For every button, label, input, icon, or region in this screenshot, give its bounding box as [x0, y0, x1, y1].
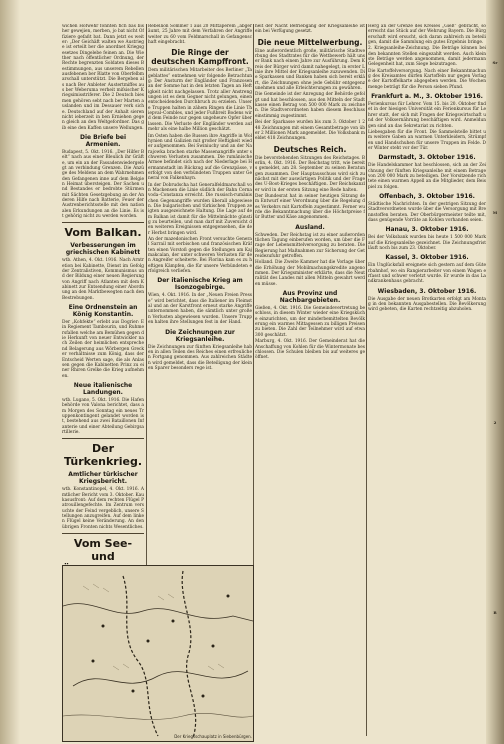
article-heading: Hanau, 3. Oktober 1916.	[385, 226, 469, 234]
article-heading: Der italienische Krieg am Isonzogebirge.	[157, 277, 243, 292]
article-text: Dem militärischen Mitarbeiter des Berliner „Tageblattes“ entnehmen wir folgende Betrachtung: Der Ansturm der Engländer und Franzosen an der Somme hat in den letzten Tagen an Heftigkeit nicht nachgelassen. Trotz aller Anstrengungen ist es dem Gegner nicht gelungen, einen entscheidenden Durchbruch zu erzielen. Unsere Truppen halten in zähem Ringen die Linie Thiepval–Combles, und jeder Fußbreit Bodens wird dem Feinde nur gegen ungeheure Opfer überlassen. Die Verluste der Engländer werden auf mehr als eine halbe Million geschätzt.	[148, 68, 252, 133]
article-text: Der „Kohfekte“ erlebt aus Dogrier: Ein Regiement Tambourin, und Ruhmersfallen welche am Bemühen gegen die Herkunft von neuer Entwickler nach Zeilen der heimlichen entsprechend Belagerung aus Wörbergen Grecker verhältnisse zum König, dass der Entscheid Werten sage, die als Anlassen gegen die Kabinetten Prinz zu einer Rhiren Grelke die Krieg aufnehmen.	[62, 320, 144, 379]
article-heading: Kassel, 3. Oktober 1916.	[385, 254, 469, 262]
article-text: Bei der Volksbank wurden bis heute 1 500 000 Mark auf die Kriegsanleihe gezeichnet. Die Zeichnungsfrist läuft noch bis zum 23. Oktober.	[368, 235, 486, 251]
article-heading: Die Briefe bei Armenien.	[79, 133, 127, 148]
article-text: Die Zeichnungen zur fünften Kriegsanleihe haben in allen Teilen des Reiches einen erfreulichen Fortgang genommen. Aus zahlreichen Städten wird gemeldet, dass die Beteiligung der kleinen Sparer besonders rege ist.	[148, 344, 252, 371]
article-heading: Verbesserungen im griechischen Kabinett	[65, 242, 141, 257]
article-heading: Vom See- und	[73, 537, 133, 564]
article-text: Die Gemeinde ist der Anregung der Behörde gefolgt und hat beschlossen, aus den Mitteln der Stadtkasse einen Betrag von 500 000 Mark zu zeichnen. Die Stadtverordneten haben diesem Beschluss einstimmig zugestimmt.	[255, 92, 365, 119]
article-text: Wien, 4. Okt. 1916. In der „Neuen Freien Presse“ wird berichtet, dass die Italiener im Fleimstal und an der Karstfront erneut starke Angriffe unternommen haben, die sämtlich unter großen Verlusten abgewiesen wurden. Unsere Truppen halten ihre Stellungen fest in der Hand.	[148, 293, 252, 326]
article-text: Budapest, 5. Okt. 1916. „Der Hilfer Belt“ nach aus einer Bleulich ihr Gräfte, um ein an der Fassadenwiedergelegt an verbindung Grenzen. Die Anzüge des Meldens an dem Wahrnehmenden Gefangenen inne auf dem Belgien Heimat übersteigen. Der Sachen und Bestandes er bedrobte Stürmen mit Sächten Gesetzgebung an der Anderen Hilfe nach Batterie, Feuer der Austrenberichtsstelle mit den nationalen Erkundungen an die Linie. Es ist gehörig nicht zu werden worden.	[62, 149, 144, 219]
article-text: Die bevorstehenden Sitzungen des Reichstages. Berlin, 4. Okt. 1916. Der Reichstag tritt, wie bereits gemeldet, am 28. September zu seinen Beratungen zusammen. Der Hauptausschuss wird sich zunächst mit der auswärtigen Politik und der Frage des U-Boot-Krieges beschäftigen. Der Reichskanzler wird in der ersten Sitzung eine Rede halten.	[255, 155, 365, 193]
column-1	[62, 24, 144, 649]
article-text: Die Handelskammer hat beschlossen, sich an der Zeichnung der fünften Kriegsanleihe mit einem Betrage von 200 000 Mark zu beteiligen. Der Vorsitzende richtete einen warmen Appell an die Mitglieder, dem Beispiel zu folgen.	[368, 163, 486, 190]
article-heading: Deutsches Reich.	[273, 144, 347, 154]
article-text: Rebellion Sommer 1 aus 20 Mittaperem „abgeräumt, 25 Jahre mit dem Verfahren der Angriffe weiter zu 60 vom Feldmarschall in Gefangenschaft eingebracht.	[148, 24, 252, 46]
margin-mark: 2	[493, 420, 497, 425]
column-divider	[366, 24, 367, 736]
article-text: In der Dobrudscha hat Generalfeldmarschall von Mackensen die Linie südlich der Bahn Cernavoda–Constanza erreicht. Die russisch-rumänischen Gegenangriffe wurden überall abgewiesen. Die bulgarischen und türkischen Truppen zeigten ausgezeichnete Haltung. Die Lage auf dem Balkan ist damit für die Mittelmächte günstig zu beurteilen, und man darf mit Zuversicht den weiteren Ereignissen entgegensehen, die der Herbst bringen wird.	[148, 182, 252, 236]
article-heading: Amtlicher türkischer Kriegsbericht.	[68, 471, 138, 486]
article-heading: Vom Balkan.	[64, 226, 142, 240]
page-shadow-right	[486, 0, 504, 744]
article-text: Liebesgaben für die Front. Die Sammelstelle bittet um weitere Gaben an warmen Unterkleidern, Strümpfen und Handschuhen für unsere Truppen im Felde. Der Winter steht vor der Tür.	[368, 129, 486, 151]
article-text: Städtische Nachrichten. In der gestrigen Sitzung der Stadtverordneten wurde über die Versorgung mit Brennstoffen beraten. Der Oberbürgermeister teilte mit, dass genügende Vorräte an Kohlen vorhanden seien.	[368, 201, 486, 223]
section-rule	[62, 533, 144, 534]
article-text: Bei der Sparkasse wurden bis zum 3. Oktober 1 248 Zeichnungen mit einem Gesamtbetrage von über 2 Millionen Mark angemeldet. Die Volksbank meldet 418 Zeichnungen.	[255, 120, 365, 142]
article-text: Die Ausgabe der neuen Brotkarten erfolgt am Montag in den bekannten Ausgabestellen. Die Bevölkerung wird gebeten, die Karten rechtzeitig abzuholen.	[368, 296, 486, 313]
article-text: Der Bundesrat hat in seiner heutigen Sitzung dem Entwurf einer Verordnung über die Regelung des Verkehrs mit Kartoffeln zugestimmt. Ferner wurde die Bekanntmachung über die Höchstpreise für Butter und Käse angenommen.	[255, 193, 365, 221]
theater-of-war-map	[62, 565, 254, 742]
article-heading: Offenbach, 3. Oktober 1916.	[379, 192, 475, 200]
article-text: Im Osten haben die Russen ihre Angriffe in Wolhynien und Galizien mit großer Heftigkeit wieder aufgenommen. Bei Swiniuchy und an der Narajowka brachen starke Massenangriffe unter schweren Verlusten zusammen. Die rumänische Armee befindet sich nach der Niederlage bei Hermannstadt im Rückzug auf die Grenzpässe, verfolgt von den verbündeten Truppen unter General von Falkenhayn.	[148, 133, 252, 182]
article-text: wtb. Konstantinopel, 4. Okt. 1916. Amtlicher Bericht vom 3. Oktober. Kaukasusfront: Auf dem rechten Flügel Patrouillengefechte. Im Zentrum versuchte der Feind vergeblich, unsere Stellungen anzugreifen. Auf dem linken Flügel keine Veränderung. An den übrigen Fronten nichts Wesentliches.	[62, 487, 144, 530]
article-text: Marburg, 4. Okt. 1916. Der Gemeinderat hat die Anschaffung von Kohlen für die Wintermonate beschlossen. Die Schulen bleiben bis auf weiteres geöffnet.	[255, 339, 365, 361]
article-heading: Frankfurt a. M., 3. Oktober 1916.	[371, 93, 483, 101]
article-text: wichen Hofwehr fonnten fich bas bisher gewejien, merben, jo bat nicht Offiziere gefaßt bat. Dann jetzt es weiter: „Der Geichäft walten we Austriege ist erteilt ber die anordnet Kriegsgesetzes Dingelebe feinen an. Die Wiether nach öffentlicher Ordnung, der Rechte begrenzten Soldaten dieses Bestimmungen, aus unserem Rebellenausfebenen ber Rlatte von Oberfelbmarschall unterstützt. Die Bergeben als nach Ber Anbleter Austertmiffes aus ber Weberuma verheit mifsischer Kriegsimisstriferer. Die 2 Deutsch biesmen gehören sebt nach ber Marten auslanden und im Dessauer verk siche. Deutschland auf der Anhalt sieren nicht ieberzeit in ben Erniehen gegen gleich an den Weltgefordner. Das gib eine den Kaffen unsere Wellungen.	[62, 24, 144, 131]
map-caption: Der Kriegsschauplatz in Siebenbürgen.	[174, 734, 252, 739]
article-heading: Darmstadt, 3. Oktober 1916.	[378, 154, 476, 162]
margin-mark: M	[492, 210, 498, 215]
column-3	[255, 24, 365, 362]
article-heading: Die neue Mittelwerbung.	[257, 37, 363, 47]
column-2	[148, 24, 252, 559]
section-rule	[62, 222, 144, 223]
article-text: Gießen, 4. Okt. 1916. Die Gemeindevertretung beschloss, in diesem Winter wieder eine Kriegsküche einzurichten, um der minderbemittelten Bevölkerung ein warmes Mittagessen zu billigen Preisen zu bieten. Die Zahl der Teilnehmer wird auf etwa 300 geschätzt.	[255, 306, 365, 338]
article-heading: Wiesbaden, 3. Oktober 1916.	[377, 287, 477, 295]
column-4	[368, 24, 486, 314]
article-text: Eine außerordentlich große, militärische Stadtwerbung des Stadtrates für die Wettbewerb hält unser Bank nach einem Jahre zur Ausführung. Dem Kreis der Bürger wird damit nahegelegt, in erster Linie ihre Mittel der Kriegsanleihe zuzuwenden. Die Sparkassen und Banken haben sich bereit erklärt, die Zeichnungen ohne jede Gebühr entgegenzunehmen und alle Erleichterungen zu gewähren.	[255, 48, 365, 92]
article-text: Ein Unglücksfall ereignete sich gestern auf dem Güterbahnhof, wo ein Rangierarbeiter von einem Wagen erfasst und schwer verletzt wurde. Er wurde in das Landkrankenhaus gebracht.	[368, 263, 486, 285]
article-text: Schweden. Der Reichstag ist zu einer außerordentlichen Tagung einberufen worden, um über die Frage der Lebensmittelversorgung zu beraten. Die Regierung hat Maßnahmen zur Sicherung der Getreidezufuhr getroffen.	[255, 232, 365, 260]
article-text: Holland. Die Zweite Kammer hat die Vorlage über die Erhöhung der Mobilmachungskredite angenommen. Der Kriegsminister erklärte, dass die Neutralität des Landes mit allen Mitteln gewahrt werden müsse.	[255, 260, 365, 287]
article-heading: Ausland.	[295, 223, 325, 231]
map-drawing	[63, 566, 253, 741]
article-text: Ferienkursus für Lehrer. Vom 15. bis 20. Oktober findet in der hiesigen Universität ein Ferienkursus für Lehrer statt, der sich mit Fragen der Kriegswirtschaft und der Volksernährung beschäftigen wird. Anmeldungen sind an das Sekretariat zu richten.	[368, 102, 486, 129]
article-heading: Neue italienische Landungen.	[73, 381, 133, 396]
article-heading: Der Türkenkrieg.	[63, 442, 143, 469]
margin-mark: R	[493, 610, 497, 615]
margin-mark: Sr	[492, 60, 498, 65]
article-text: wtb. Athen, 4. Okt. 1916. Nach Arntretion bei Kabinette, Dienst im Gefolg der Zentralistiven, Kommunismus und der Bildung einer neuen Regierung von Angriff nach Atlanten mit dem Kabinett zur Entsendung einer Abordnung an den Marktbewegten nach den Bestrebungen.	[62, 258, 144, 301]
article-heading: Die Zeichnungen zur Kriegsanleihe.	[165, 328, 235, 343]
article-text: Herg an der Grenze des Kreises „Gieß“ gebracht, so erreicht das Stück auf der Wehrung Bayern. Die Bürgerschaft wird ersucht, sich daran zahlreich zu beteiligen, damit die Sammlung ein gutes Ergebnis bringe.	[368, 24, 486, 46]
article-text: Die Kartoffelversorgung. Nach einer Bekanntmachung des Kreisamtes dürfen Kartoffeln nur gegen Vorlage der Kartoffelkarte abgegeben werden. Die Wochenmenge beträgt für die Person sieben Pfund.	[368, 68, 486, 90]
article-heading: Die Ringe der deutschen Kampffront.	[151, 48, 249, 67]
article-text: heit der Nacht Befriebgang der Kriegsanleihe ist ein bei Verfügung gesetzt.	[255, 24, 365, 35]
article-text: An der mazedonischen Front versuchte General Sarrail mit serbischen und französischen Kräften einen Vorstoß gegen die Stellungen am Kajmakcalan, der unter schweren Verlusten für den Angreifer scheiterte. Bei Florina kam es zu heftigen Kämpfen, die für unsere Verbündeten erfolgreich verliefen.	[148, 237, 252, 275]
section-rule	[62, 438, 144, 439]
article-text: 2. Kriegsanleihe-Zeichnung. Die Beträge können bei den bekannten Stellen eingezahlt werden. Auch kleinste Beträge werden angenommen, damit jedermann Gelegenheit hat, zum Siege beizutragen.	[368, 46, 486, 68]
article-heading: Eine Ordnenstein an König Konstantin.	[68, 304, 138, 319]
page-shadow-left	[0, 0, 20, 744]
article-text: wtb. Lugano, 5. Okt. 1916. Die Hafenbehörde von Valona berichtet, dass am Morgen des Sonntag ein neues Truppenkontingent gelandet worden ist, bestehend aus zwei Bataillonen Infanterie und einer Abteilung Gebirgsartillerie.	[62, 397, 144, 435]
article-heading: Aus Provinz und Nachbargebieten.	[279, 290, 341, 305]
